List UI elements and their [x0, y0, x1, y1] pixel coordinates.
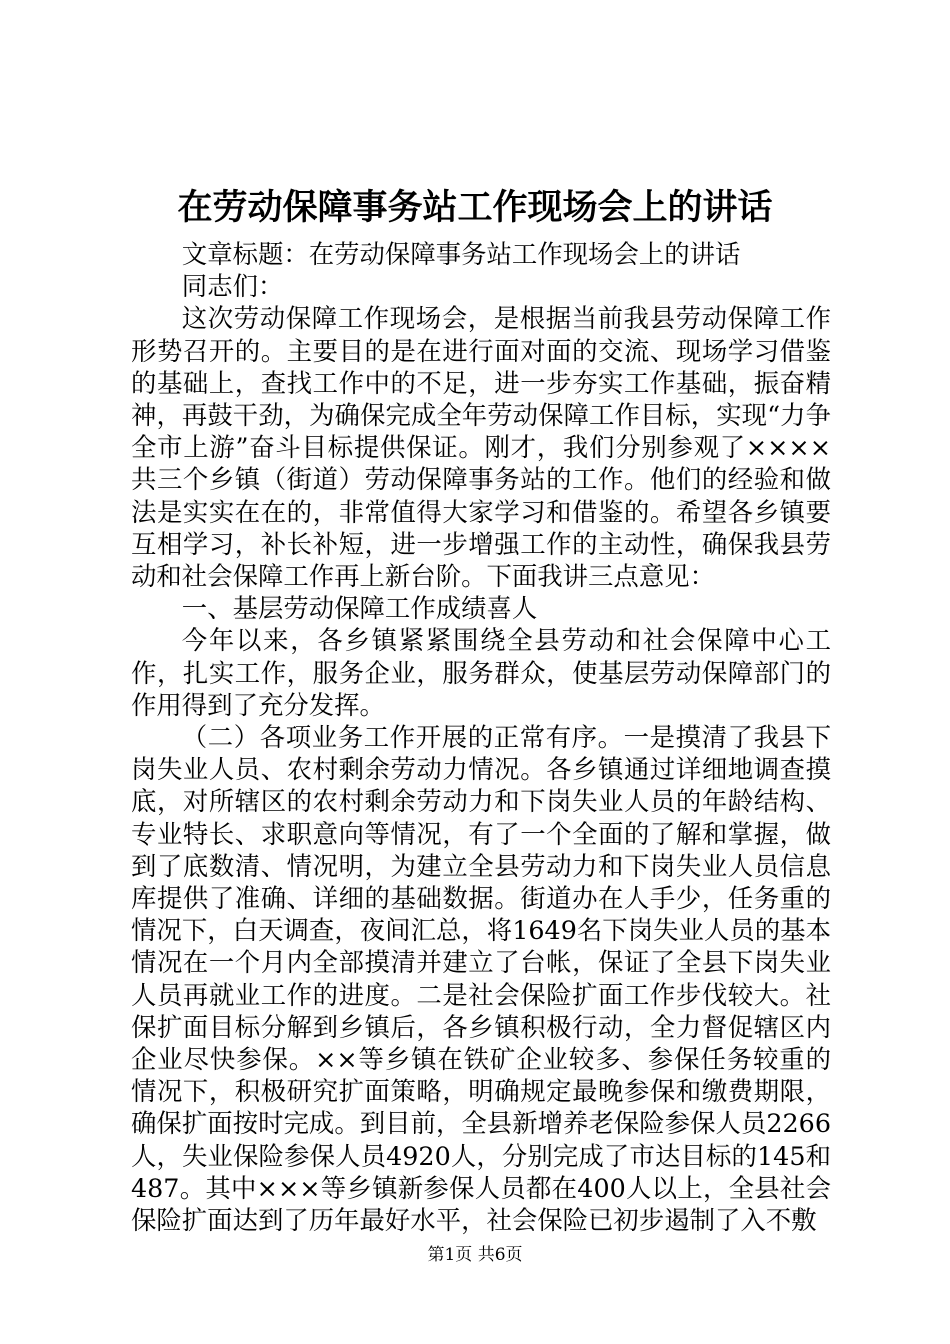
page-footer: 第1页 共6页 [427, 1245, 523, 1265]
section-heading: 一、基层劳动保障工作成绩喜人 [181, 593, 538, 624]
salutation: 同志们： [181, 271, 284, 302]
paragraph: 今年以来，各乡镇紧紧围绕全县劳动和社会保障中心工作，扎实工作，服务企业，服务群众，使基层劳动保障部门的作用得到了充分发挥。 [131, 625, 831, 720]
paragraph: （二）各项业务工作开展的正常有序。一是摸清了我县下岗失业人员、农村剩余劳动力情况。各乡镇通过详细地调查摸底，对所辖区的农村剩余劳动力和下岗失业人员的年龄结构、专业特长、求职意向等情况，有了一个全面的了解和掌握，做到了底数清、情况明，为建立全县劳动力和下岗失业人员信息库提供了准确、详细的基础数据。街道办在人手少，任务重的情况下，白天调查，夜间汇总，将1649名下岗失业人员的基本情况在一个月内全部摸清并建立了台帐，保证了全县下岗失业人员再就业工作的进度。二是社会保险扩面工作步伐较大。社保扩面目标分解到乡镇后，各乡镇积极行动，全力督促辖区内企业尽快参保。××等乡镇在铁矿企业较多、参保任务较重的情况下，积极研究扩面策略，明确规定最晚参保和缴费期限，确保扩面按时完成。到目前，全县新增养老保险参保人员2266人，失业保险参保人员4920人，分别完成了市达目标的145和487。其中×××等乡镇新参保人员都在400人以上，全县社会保险扩面达到了历年最好水平，社会保险已初步遏制了入不敷 [131, 722, 831, 1236]
article-title-line: 文章标题：在劳动保障事务站工作现场会上的讲话 [181, 239, 741, 269]
document-body [131, 238, 831, 1236]
paragraph: 这次劳动保障工作现场会，是根据当前我县劳动保障工作形势召开的。主要目的是在进行面对面的交流、现场学习借鉴的基础上，查找工作中的不足，进一步夯实工作基础，振奋精神，再鼓干劲，为确保完成全年劳动保障工作目标，实现“力争全市上游”奋斗目标提供保证。刚才，我们分别参观了××××共三个乡镇（街道）劳动保障事务站的工作。他们的经验和做法是实实在在的，非常值得大家学习和借鉴的。希望各乡镇要互相学习，补长补短，进一步增强工作的主动性，确保我县劳动和社会保障工作再上新台阶。下面我讲三点意见： [131, 303, 831, 592]
document-title: 在劳动保障事务站工作现场会上的讲话 [177, 187, 773, 228]
